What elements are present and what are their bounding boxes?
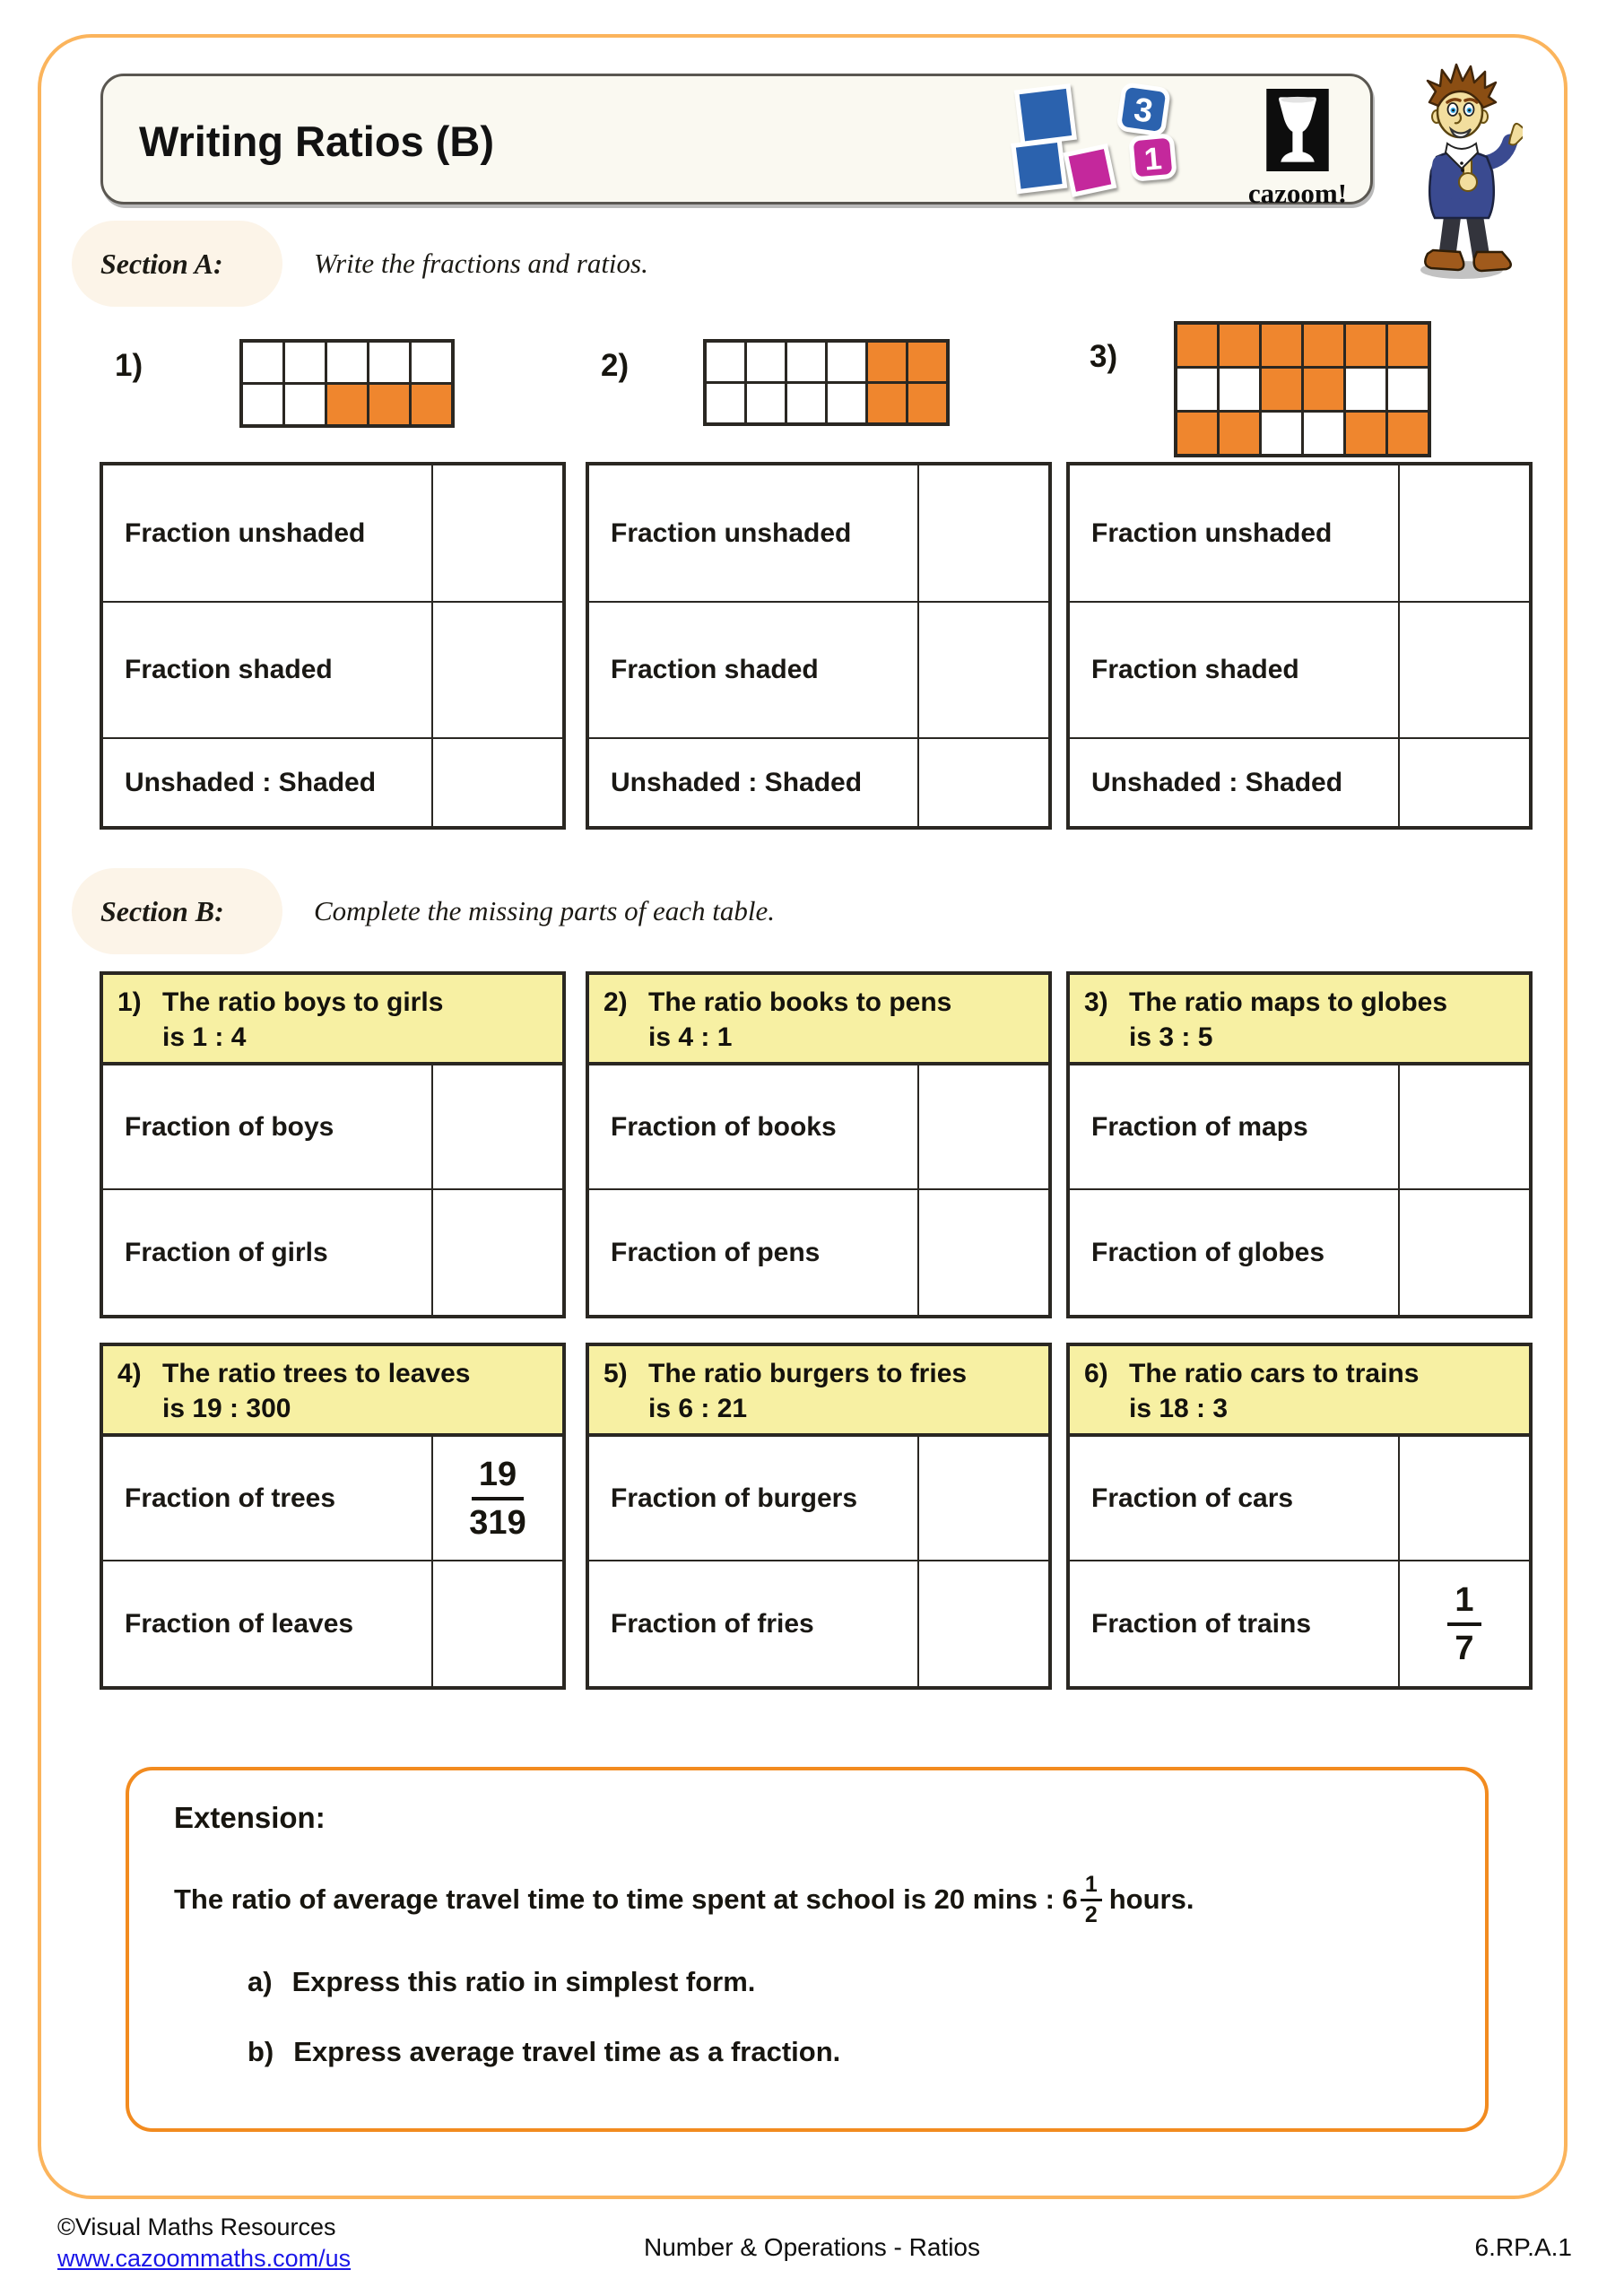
unshaded-cell <box>243 385 282 424</box>
row-label: Fraction of fries <box>611 1608 814 1639</box>
unshaded-cell <box>1220 369 1259 410</box>
unshaded-cell <box>327 343 367 382</box>
shaded-cell <box>1177 325 1217 366</box>
title-line-2: is 4 : 1 <box>648 1022 733 1052</box>
section-a-instruction: Write the fractions and ratios. <box>314 248 648 279</box>
table-header <box>589 1346 1048 1437</box>
number-1-tile <box>1131 135 1175 179</box>
section-b-table-5 <box>586 1343 1052 1690</box>
title-line-2: is 19 : 300 <box>162 1394 291 1423</box>
row-label: Fraction of globes <box>1091 1237 1325 1267</box>
shaded-cell <box>1388 413 1428 454</box>
row-label: Fraction of pens <box>611 1237 821 1267</box>
answer-cell <box>917 1561 1048 1686</box>
unshaded-cell <box>828 343 865 381</box>
section-b-table-2 <box>586 971 1052 1318</box>
unshaded-cell <box>747 343 785 381</box>
extension-item-a <box>248 1966 755 1998</box>
shaded-cell <box>868 343 906 381</box>
problem-number: 1) <box>117 987 142 1017</box>
table-row <box>103 1560 562 1686</box>
unshaded-cell <box>707 384 744 422</box>
shaded-cell <box>908 343 946 381</box>
section-a-problem-1 <box>100 334 566 468</box>
extension-label: Extension: <box>174 1801 326 1834</box>
table-title <box>648 1356 967 1433</box>
section-a-table-3 <box>1066 462 1533 830</box>
answer-cell <box>1398 1190 1529 1315</box>
row-label: Fraction shaded <box>1091 655 1299 684</box>
row-label: Fraction unshaded <box>611 517 852 548</box>
row-label: Fraction of trains <box>1091 1608 1312 1639</box>
table-row <box>103 465 562 601</box>
problem-number: 5) <box>604 1359 628 1388</box>
item-letter: b) <box>248 2036 274 2067</box>
unshaded-cell <box>1388 369 1428 410</box>
section-b-table-3 <box>1066 971 1533 1318</box>
row-label: Fraction of cars <box>1091 1483 1294 1513</box>
worksheet-header <box>100 74 1373 209</box>
unshaded-cell <box>1177 369 1217 410</box>
problem-number: 3) <box>1084 987 1108 1017</box>
answer-cell <box>431 1437 562 1560</box>
row-label: Fraction unshaded <box>1091 517 1333 548</box>
section-b-instruction: Complete the missing parts of each table. <box>314 895 776 926</box>
extension-item-b <box>248 2036 840 2068</box>
unshaded-cell <box>1346 369 1385 410</box>
footer-link[interactable]: www.cazoommaths.com/us <box>57 2245 352 2272</box>
fraction-denominator: 7 <box>1455 1629 1474 1667</box>
answer-cell <box>1398 1561 1529 1686</box>
fraction-grid <box>1174 321 1431 457</box>
answer-cell <box>431 1190 562 1315</box>
extension-text-after: hours. <box>1108 1883 1194 1915</box>
table-title <box>1129 985 1447 1062</box>
unshaded-cell <box>787 384 825 422</box>
row-label: Fraction of boys <box>125 1111 334 1142</box>
fraction-numerator: 1 <box>1447 1583 1481 1626</box>
problem-number: 4) <box>117 1359 142 1388</box>
title-line-1: The ratio books to pens <box>648 987 952 1017</box>
shaded-cell <box>1304 369 1343 410</box>
unshaded-cell <box>412 343 451 382</box>
shaded-cell <box>1262 325 1301 366</box>
shaded-cell <box>1220 325 1259 366</box>
problem-number: 2) <box>604 987 628 1017</box>
fraction-grid <box>239 339 455 428</box>
table-row <box>589 1560 1048 1686</box>
answer-cell <box>917 1437 1048 1560</box>
section-b-table-6 <box>1066 1343 1533 1690</box>
section-a-label: Section A: <box>100 248 223 280</box>
answer-cell <box>917 1065 1048 1188</box>
cazoom-goblet-icon <box>1265 89 1330 171</box>
item-text: Express this ratio in simplest form. <box>291 1966 756 1997</box>
row-label: Unshaded : Shaded <box>611 767 863 797</box>
answer-cell <box>431 1065 562 1188</box>
unshaded-cell <box>369 343 409 382</box>
answer-cell <box>1398 739 1529 826</box>
table-row <box>1070 1560 1529 1686</box>
row-label: Fraction of girls <box>125 1237 328 1267</box>
cazoom-brand-mark <box>1226 89 1369 210</box>
extension-text-before: The ratio of average travel time to time spent at school is 20 mins : 6 <box>174 1883 1078 1915</box>
answer-cell <box>431 603 562 737</box>
title-line-2: is 3 : 5 <box>1129 1022 1213 1052</box>
shaded-cell <box>1388 325 1428 366</box>
answer-cell <box>917 739 1048 826</box>
answer-cell <box>917 603 1048 737</box>
section-a-problem-2 <box>586 334 1052 468</box>
mascot-boy-illustration <box>1406 63 1523 283</box>
table-row <box>589 465 1048 601</box>
section-a-table-2 <box>586 462 1052 830</box>
title-line-1: The ratio burgers to fries <box>648 1359 968 1388</box>
table-row <box>103 1065 562 1188</box>
section-b-table-1 <box>100 971 566 1318</box>
extension-box <box>126 1767 1489 2132</box>
table-title <box>162 985 443 1062</box>
answer-cell <box>431 465 562 601</box>
table-title <box>1129 1356 1419 1433</box>
table-row <box>589 601 1048 737</box>
table-row <box>103 1188 562 1315</box>
footer-copyright: ©Visual Maths Resources <box>57 2213 336 2240</box>
number-3-tile <box>1118 84 1168 135</box>
answer-cell <box>917 465 1048 601</box>
table-row <box>103 737 562 826</box>
table-row <box>1070 1065 1529 1188</box>
shaded-cell <box>1177 413 1217 454</box>
problem-number: 3) <box>1090 339 1118 374</box>
unshaded-cell <box>285 385 325 424</box>
table-row <box>1070 601 1529 737</box>
shaded-cell <box>1304 325 1343 366</box>
unshaded-cell <box>828 384 865 422</box>
unshaded-cell <box>707 343 744 381</box>
shaded-cell <box>1346 413 1385 454</box>
mixed-number-fraction <box>1081 1871 1102 1927</box>
fraction-numerator: 19 <box>472 1457 524 1500</box>
fraction-numerator: 1 <box>1081 1874 1102 1901</box>
shaded-cell <box>868 384 906 422</box>
tile-number-top: 3 <box>1132 90 1156 130</box>
table-row <box>589 1188 1048 1315</box>
row-label: Fraction of burgers <box>611 1483 858 1513</box>
shaded-cell <box>327 385 367 424</box>
extension-problem <box>174 1864 1456 1935</box>
answer-fraction <box>1447 1580 1481 1667</box>
footer-standard-code: 6.RP.A.1 <box>1474 2233 1572 2261</box>
table-row <box>1070 1188 1529 1315</box>
unshaded-cell <box>243 343 282 382</box>
page-title: Writing Ratios (B) <box>139 117 494 165</box>
answer-cell <box>1398 1437 1529 1560</box>
answer-cell <box>1398 603 1529 737</box>
title-line-1: The ratio boys to girls <box>162 987 444 1017</box>
answer-cell <box>431 739 562 826</box>
table-header <box>1070 1346 1529 1437</box>
row-label: Fraction of maps <box>1091 1111 1308 1142</box>
title-line-1: The ratio cars to trains <box>1129 1359 1420 1388</box>
title-line-2: is 6 : 21 <box>648 1394 748 1423</box>
tile-number-bottom: 1 <box>1142 141 1164 178</box>
shaded-cell <box>369 385 409 424</box>
fraction-grid <box>703 339 950 426</box>
table-row <box>589 1065 1048 1188</box>
table-header <box>103 975 562 1065</box>
title-line-2: is 18 : 3 <box>1129 1394 1229 1423</box>
problem-number: 2) <box>601 348 630 383</box>
unshaded-cell <box>787 343 825 381</box>
cazoom-logo-tiles-icon <box>1004 82 1211 202</box>
cazoom-wordmark: cazoom! <box>1247 178 1348 209</box>
table-row <box>1070 465 1529 601</box>
footer-category: Number & Operations - Ratios <box>643 2233 981 2261</box>
answer-cell <box>1398 1065 1529 1188</box>
item-letter: a) <box>248 1966 273 1997</box>
table-header <box>1070 975 1529 1065</box>
row-label: Fraction shaded <box>125 655 333 684</box>
table-row <box>103 601 562 737</box>
problem-number: 1) <box>115 348 143 383</box>
section-b-label: Section B: <box>100 895 224 927</box>
answer-cell <box>917 1190 1048 1315</box>
row-label: Fraction unshaded <box>125 517 366 548</box>
row-label: Fraction of trees <box>125 1483 336 1513</box>
table-row <box>589 1437 1048 1560</box>
shaded-cell <box>1262 369 1301 410</box>
row-label: Fraction shaded <box>611 655 819 684</box>
table-row <box>1070 737 1529 826</box>
table-title <box>648 985 951 1062</box>
shaded-cell <box>412 385 451 424</box>
section-a-problem-3 <box>1066 316 1533 450</box>
unshaded-cell <box>285 343 325 382</box>
table-header <box>103 1346 562 1437</box>
section-b-table-4 <box>100 1343 566 1690</box>
unshaded-cell <box>747 384 785 422</box>
row-label: Fraction of leaves <box>125 1608 354 1639</box>
table-row <box>1070 1437 1529 1560</box>
shaded-cell <box>1220 413 1259 454</box>
row-label: Fraction of books <box>611 1111 837 1142</box>
title-line-1: The ratio trees to leaves <box>162 1359 471 1388</box>
section-a-table-1 <box>100 462 566 830</box>
table-row <box>589 737 1048 826</box>
table-header <box>589 975 1048 1065</box>
answer-cell <box>1398 465 1529 601</box>
table-title <box>162 1356 470 1433</box>
unshaded-cell <box>1262 413 1301 454</box>
table-row <box>103 1437 562 1560</box>
fraction-denominator: 2 <box>1084 1901 1098 1927</box>
answer-fraction <box>469 1457 525 1540</box>
shaded-cell <box>1346 325 1385 366</box>
answer-cell <box>431 1561 562 1686</box>
item-text: Express average travel time as a fraction. <box>293 2036 841 2067</box>
title-line-1: The ratio maps to globes <box>1129 987 1448 1017</box>
problem-number: 6) <box>1084 1359 1108 1388</box>
shaded-cell <box>908 384 946 422</box>
unshaded-cell <box>1304 413 1343 454</box>
title-line-2: is 1 : 4 <box>162 1022 247 1052</box>
fraction-denominator: 319 <box>469 1503 526 1542</box>
row-label: Unshaded : Shaded <box>125 767 377 797</box>
row-label: Unshaded : Shaded <box>1091 767 1343 797</box>
